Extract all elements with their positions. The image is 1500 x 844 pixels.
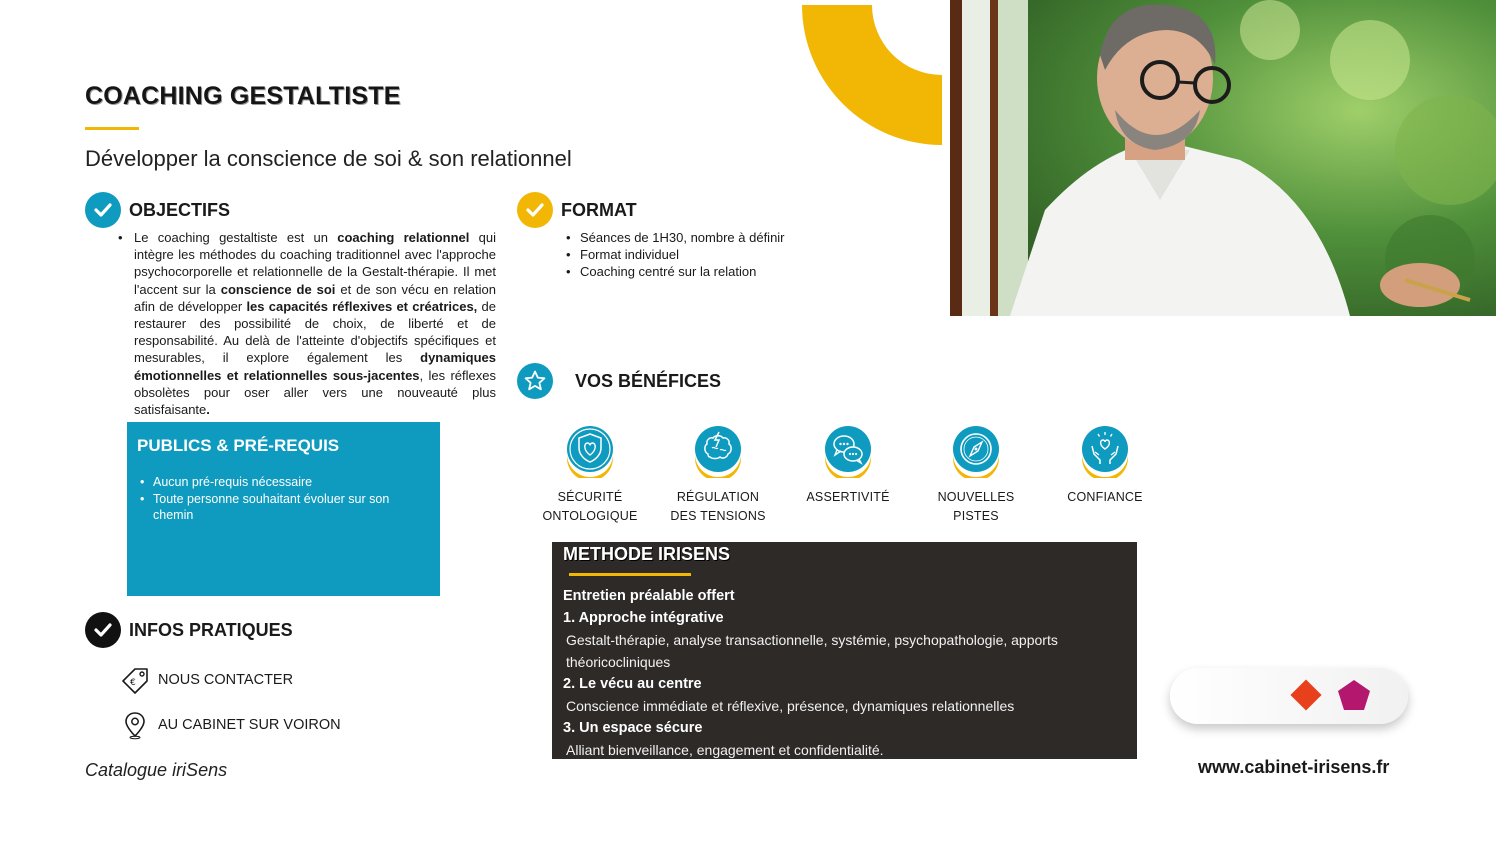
- objectifs-bold-segment: dynamiques émotionnelles et relationnelles sous-jacentes: [134, 350, 496, 383]
- price-tag-icon: [120, 666, 150, 694]
- objectifs-segment: de restaurer des possibilité de choix, de liberté et de responsabilité. Au delà de l'atteinte d'objectifs spécifiques et mesurables, il explore également les: [134, 298, 496, 366]
- speech-bubbles-icon: [822, 424, 874, 478]
- publics-title: PUBLICS & PRÉ-REQUIS: [137, 436, 340, 455]
- check-circle-icon: [85, 612, 121, 648]
- benefit-label-line1: RÉGULATION: [676, 490, 760, 504]
- methode-step2-title: 2. Le vécu au centre: [563, 676, 702, 692]
- objectifs-segment: Le coaching gestaltiste est un: [134, 230, 338, 245]
- logo-shapes-icon: [1290, 678, 1390, 714]
- objectifs-bold-segment: les capacités réflexives et créatrices,: [246, 298, 478, 314]
- page-title: COACHING GESTALTISTE: [85, 82, 401, 110]
- format-item: • Coaching centré sur la relation: [566, 263, 785, 280]
- objectifs-segment: et de son vécu en relation afin de développer: [134, 281, 496, 314]
- benefit-label-line2: DES TENSIONS: [670, 509, 766, 523]
- benefit-regulation: [653, 424, 783, 526]
- benefices-heading: [517, 363, 721, 399]
- methode-step3-text: Alliant bienveillance, engagement et confidentialité.: [566, 742, 884, 758]
- format-item: • Séances de 1H30, nombre à définir: [566, 229, 785, 246]
- objectifs-bold-segment: .: [206, 402, 210, 418]
- benefit-label-line2: ONTOLOGIQUE: [542, 509, 638, 523]
- bullet-dot: •: [118, 230, 123, 245]
- heart-shield-icon: [564, 424, 616, 478]
- format-heading: [517, 192, 637, 228]
- coach-photo: [950, 0, 1496, 316]
- benefit-confiance: [1040, 424, 1170, 507]
- objectifs-heading: [85, 192, 230, 228]
- location-row: [120, 710, 341, 740]
- benefit-label-line1: ASSERTIVITÉ: [806, 490, 890, 504]
- benefit-label-line2: PISTES: [953, 509, 999, 523]
- brain-lightning-icon: [692, 424, 744, 478]
- objectifs-paragraph: [134, 229, 496, 418]
- benefit-label-line1: NOUVELLES: [937, 490, 1015, 504]
- methode-step3-title: 3. Un espace sécure: [563, 720, 703, 736]
- catalogue-label: Catalogue iriSens: [85, 760, 228, 780]
- publics-box: [127, 422, 440, 596]
- methode-offer: Entretien préalable offert: [563, 588, 735, 604]
- contact-label: NOUS CONTACTER: [158, 672, 294, 688]
- benefices-label: VOS BÉNÉFICES: [575, 370, 722, 391]
- location-pin-icon: [120, 710, 150, 740]
- location-label: AU CABINET SUR VOIRON: [158, 717, 341, 733]
- benefit-nouvelles-pistes: [911, 424, 1041, 526]
- methode-title: METHODE IRISENS: [563, 544, 731, 564]
- star-circle-icon: [517, 363, 553, 399]
- publics-item: • Aucun pré-requis nécessaire: [137, 474, 430, 491]
- benefit-securite: [525, 424, 655, 526]
- title-underline: [85, 127, 139, 130]
- infos-heading: [85, 612, 293, 648]
- objectifs-bold-segment: coaching relationnel: [337, 230, 470, 245]
- svg-text:€: €: [130, 678, 136, 688]
- publics-item: • Toute personne souhaitant évoluer sur son chemin: [137, 491, 430, 524]
- contact-link[interactable]: [120, 666, 293, 694]
- check-circle-icon: [517, 192, 553, 228]
- objectifs-label: OBJECTIFS: [129, 199, 231, 220]
- benefit-label-line1: CONFIANCE: [1067, 490, 1143, 504]
- format-label: FORMAT: [561, 199, 637, 220]
- methode-step1-text: Gestalt-thérapie, analyse transactionnelle, systémie, psychopathologie, apports théoricocliniques: [566, 632, 1058, 670]
- website-link[interactable]: www.cabinet-irisens.fr: [1198, 757, 1390, 777]
- check-circle-icon: [85, 192, 121, 228]
- infos-label: INFOS PRATIQUES: [129, 619, 293, 640]
- format-item: • Format individuel: [566, 246, 785, 263]
- logo-pill: [1170, 668, 1408, 724]
- benefit-assertivite: [783, 424, 913, 507]
- hands-heart-icon: [1079, 424, 1131, 478]
- publics-list: [137, 474, 430, 524]
- objectifs-bold-segment: conscience de soi: [220, 281, 336, 297]
- benefit-label-line1: SÉCURITÉ: [557, 490, 623, 504]
- page-subtitle: Développer la conscience de soi & son relationnel: [85, 146, 572, 171]
- methode-step1-title: 1. Approche intégrative: [563, 610, 724, 626]
- methode-underline: [569, 573, 691, 576]
- objectifs-segment: qui intègre les méthodes du coaching traditionnel avec l'approche psychocorporelle et relationnelle de la Gestalt-thérapie. Il met l'accent sur la: [134, 230, 496, 297]
- compass-icon: [950, 424, 1002, 478]
- format-list: [566, 229, 785, 281]
- methode-step2-text: Conscience immédiate et réflexive, présence, dynamiques relationnelles: [566, 698, 1015, 714]
- objectifs-segment: , les réflexes obsolètes pour oser aller vers une nouveauté plus satisfaisante: [134, 367, 497, 418]
- objectifs-text: [118, 229, 496, 418]
- methode-box: [552, 542, 1137, 759]
